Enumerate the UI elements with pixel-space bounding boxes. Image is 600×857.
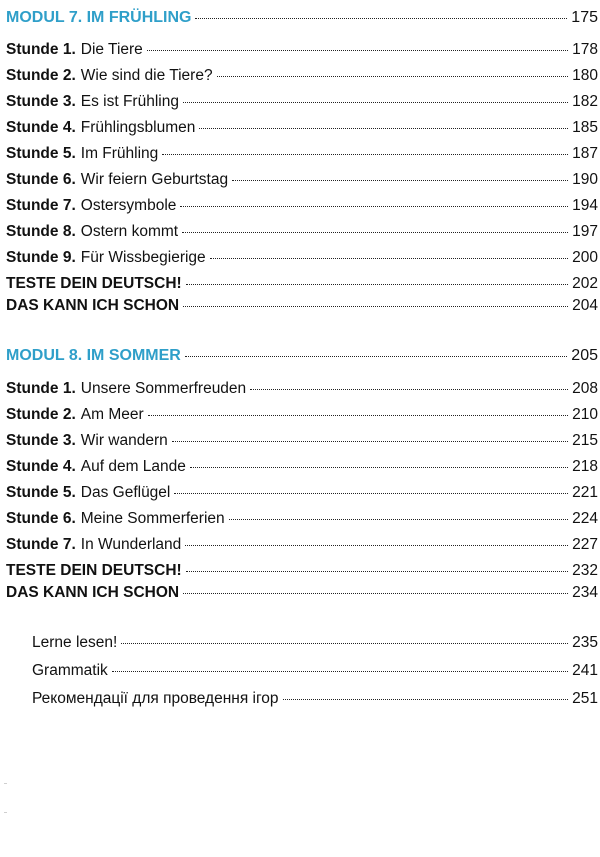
lesson-number: Stunde 6. xyxy=(6,171,76,188)
lesson-number: Stunde 5. xyxy=(6,484,76,501)
toc-entry[interactable] xyxy=(6,196,598,216)
lesson-title: Ostern kommt xyxy=(80,223,179,240)
page-number: 204 xyxy=(572,297,598,314)
dot-leader xyxy=(121,643,568,644)
dot-leader xyxy=(172,441,568,442)
toc-entry-appendix[interactable] xyxy=(32,633,598,653)
dot-leader xyxy=(182,232,568,233)
page-number: 232 xyxy=(572,562,598,579)
lesson-title: Wir feiern Geburtstag xyxy=(80,171,229,188)
page-number: 227 xyxy=(572,536,598,553)
page-number: 187 xyxy=(572,145,598,162)
toc-entry-review[interactable] xyxy=(6,296,598,316)
appendix-title: Lerne lesen! xyxy=(32,634,118,651)
toc-entry[interactable] xyxy=(6,535,598,555)
dot-leader xyxy=(229,519,569,520)
toc-entry-test[interactable] xyxy=(6,274,598,294)
lesson-title: Für Wissbegierige xyxy=(80,249,206,266)
dot-leader xyxy=(180,206,568,207)
page-number: 182 xyxy=(572,93,598,110)
lesson-number: Stunde 3. xyxy=(6,93,76,110)
lesson-number: Stunde 8. xyxy=(6,223,76,240)
toc-entry-test[interactable] xyxy=(6,561,598,581)
lesson-title: Am Meer xyxy=(80,406,144,423)
appendix-title: Grammatik xyxy=(32,662,108,679)
page-number: 218 xyxy=(572,458,598,475)
scan-mark xyxy=(4,783,7,784)
toc-entry[interactable] xyxy=(6,66,598,86)
lesson-title: In Wunderland xyxy=(80,536,182,553)
page-number: 185 xyxy=(572,119,598,136)
module-title: MODUL 7. IM FRÜHLING xyxy=(6,9,192,26)
dot-leader xyxy=(232,180,568,181)
toc-entry[interactable] xyxy=(6,170,598,190)
page-number: 210 xyxy=(572,406,598,423)
lesson-number: Stunde 1. xyxy=(6,380,76,397)
lesson-number: Stunde 5. xyxy=(6,145,76,162)
dot-leader xyxy=(183,102,568,103)
dot-leader xyxy=(183,306,568,307)
page-number: 200 xyxy=(572,249,598,266)
toc-entry[interactable] xyxy=(6,431,598,451)
toc-entry[interactable] xyxy=(6,248,598,268)
lesson-title: Meine Sommerferien xyxy=(80,510,225,527)
lesson-number: Stunde 2. xyxy=(6,67,76,84)
dot-leader xyxy=(283,699,569,700)
toc-entry-appendix[interactable] xyxy=(32,661,598,681)
page-number: 194 xyxy=(572,197,598,214)
lesson-title: Ostersymbole xyxy=(80,197,177,214)
page-number: 241 xyxy=(572,662,598,679)
toc-entry-review[interactable] xyxy=(6,583,598,603)
dot-leader xyxy=(162,154,568,155)
toc-entry[interactable] xyxy=(6,509,598,529)
page-number: 202 xyxy=(572,275,598,292)
page-number: 235 xyxy=(572,634,598,651)
section-title: DAS KANN ICH SCHON xyxy=(6,297,180,314)
page-number: 205 xyxy=(571,347,598,364)
toc-module-heading[interactable] xyxy=(6,8,598,28)
toc-entry[interactable] xyxy=(6,405,598,425)
toc-entry[interactable] xyxy=(6,118,598,138)
toc-entry[interactable] xyxy=(6,144,598,164)
dot-leader xyxy=(186,571,568,572)
page-number: 221 xyxy=(572,484,598,501)
lesson-title: Im Frühling xyxy=(80,145,159,162)
page-number: 190 xyxy=(572,171,598,188)
page-number: 215 xyxy=(572,432,598,449)
section-title: TESTE DEIN DEUTSCH! xyxy=(6,562,182,579)
dot-leader xyxy=(174,493,568,494)
lesson-title: Wie sind die Tiere? xyxy=(80,67,213,84)
page-number: 234 xyxy=(572,584,598,601)
page-number: 197 xyxy=(572,223,598,240)
toc-entry[interactable] xyxy=(6,40,598,60)
lesson-number: Stunde 1. xyxy=(6,41,76,58)
lesson-number: Stunde 6. xyxy=(6,510,76,527)
dot-leader xyxy=(199,128,568,129)
toc-entry[interactable] xyxy=(6,457,598,477)
appendix-title: Рекомендації для проведення ігор xyxy=(32,690,279,707)
toc-entry[interactable] xyxy=(6,379,598,399)
lesson-number: Stunde 3. xyxy=(6,432,76,449)
toc-entry[interactable] xyxy=(6,483,598,503)
dot-leader xyxy=(217,76,569,77)
toc-entry[interactable] xyxy=(6,92,598,112)
lesson-title: Die Tiere xyxy=(80,41,143,58)
page-number: 224 xyxy=(572,510,598,527)
scan-mark xyxy=(4,812,7,813)
section-title: DAS KANN ICH SCHON xyxy=(6,584,180,601)
lesson-title: Frühlingsblumen xyxy=(80,119,196,136)
lesson-title: Es ist Frühling xyxy=(80,93,179,110)
toc-module-heading[interactable] xyxy=(6,346,598,366)
dot-leader xyxy=(250,389,568,390)
toc-entry[interactable] xyxy=(6,222,598,242)
page-number: 175 xyxy=(571,9,598,26)
dot-leader xyxy=(112,671,568,672)
dot-leader xyxy=(210,258,568,259)
page-number: 208 xyxy=(572,380,598,397)
page-number: 251 xyxy=(572,690,598,707)
dot-leader xyxy=(195,18,567,19)
lesson-number: Stunde 4. xyxy=(6,119,76,136)
lesson-title: Auf dem Lande xyxy=(80,458,186,475)
lesson-title: Unsere Sommerfreuden xyxy=(80,380,247,397)
lesson-number: Stunde 9. xyxy=(6,249,76,266)
dot-leader xyxy=(183,593,568,594)
section-title: TESTE DEIN DEUTSCH! xyxy=(6,275,182,292)
lesson-number: Stunde 4. xyxy=(6,458,76,475)
dot-leader xyxy=(148,415,568,416)
module-title: MODUL 8. IM SOMMER xyxy=(6,347,181,364)
dot-leader xyxy=(147,50,568,51)
dot-leader xyxy=(185,545,568,546)
lesson-number: Stunde 7. xyxy=(6,536,76,553)
toc-entry-appendix[interactable] xyxy=(32,689,598,709)
lesson-title: Wir wandern xyxy=(80,432,168,449)
lesson-title: Das Geflügel xyxy=(80,484,171,501)
dot-leader xyxy=(186,284,568,285)
lesson-number: Stunde 2. xyxy=(6,406,76,423)
dot-leader xyxy=(185,356,567,357)
page-number: 178 xyxy=(572,41,598,58)
page-number: 180 xyxy=(572,67,598,84)
lesson-number: Stunde 7. xyxy=(6,197,76,214)
dot-leader xyxy=(190,467,568,468)
